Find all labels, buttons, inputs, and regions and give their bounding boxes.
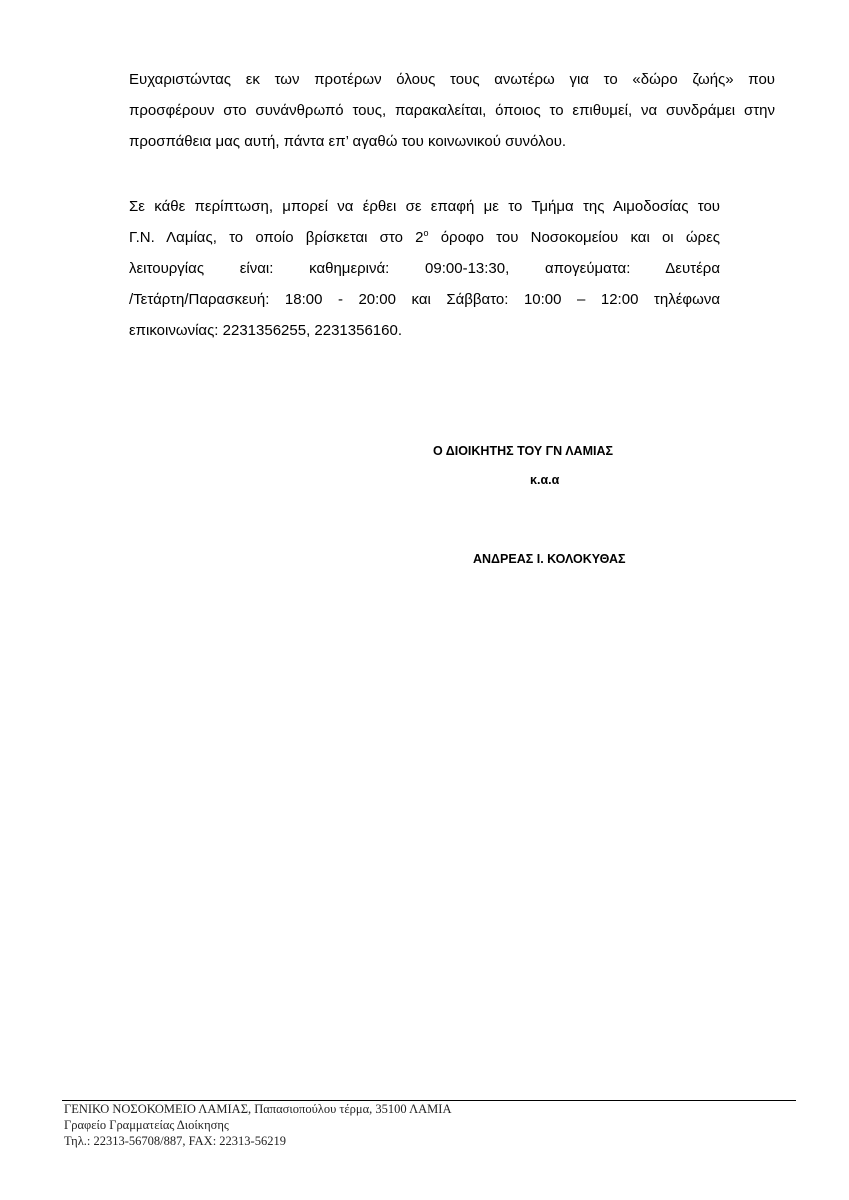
floor-text-continued: όροφο του Νοσοκομείου και οι ώρες <box>428 229 720 246</box>
contact-paragraph-line-4: /Τετάρτη/Παρασκευή: 18:00 - 20:00 και Σάββατο: 10:00 – 12:00 τηλέφωνα <box>129 291 720 308</box>
closing-paragraph <box>129 64 775 157</box>
closing-paragraph-line-2: προσφέρουν στο συνάνθρωπό τους, παρακαλείται, όποιος το επιθυμεί, να συνδράμει στην <box>129 102 775 119</box>
signatory-absence-note: κ.α.α <box>530 473 560 487</box>
footer-contact-numbers: Τηλ.: 22313-56708/887, FAX: 22313-56219 <box>64 1134 286 1148</box>
closing-paragraph-line-1: Ευχαριστώντας εκ των προτέρων όλους τους ανωτέρω για το «δώρο ζωής» που <box>129 71 775 88</box>
closing-paragraph-line-3: προσπάθεια μας αυτή, πάντα επ’ αγαθώ του κοινωνικού συνόλου. <box>129 133 567 150</box>
footer-office-name: Γραφείο Γραμματείας Διοίκησης <box>64 1118 229 1132</box>
floor-text: Γ.Ν. Λαμίας, το οποίο βρίσκεται στο 2 <box>129 229 424 246</box>
contact-paragraph <box>129 191 720 346</box>
signatory-name: ΑΝΔΡΕΑΣ Ι. ΚΟΛΟΚΥΘΑΣ <box>473 552 626 566</box>
footer-hospital-address: ΓΕΝΙΚΟ ΝΟΣΟΚΟΜΕΙΟ ΛΑΜΙΑΣ, Παπασιοπούλου τέρμα, 35100 ΛΑΜΙΑ <box>64 1102 452 1116</box>
contact-paragraph-line-2 <box>129 222 720 253</box>
ordinal-superscript: ο <box>423 228 429 238</box>
contact-paragraph-line-1: Σε κάθε περίπτωση, μπορεί να έρθει σε επαφή με το Τμήμα της Αιμοδοσίας του <box>129 198 720 215</box>
signatory-title: Ο ΔΙΟΙΚΗΤΗΣ ΤΟΥ ΓΝ ΛΑΜΙΑΣ <box>433 444 613 458</box>
contact-paragraph-line-3: λειτουργίας είναι: καθημερινά: 09:00-13:30, απογεύματα: Δευτέρα <box>129 260 720 277</box>
contact-paragraph-line-5: επικοινωνίας: 2231356255, 2231356160. <box>129 322 402 339</box>
